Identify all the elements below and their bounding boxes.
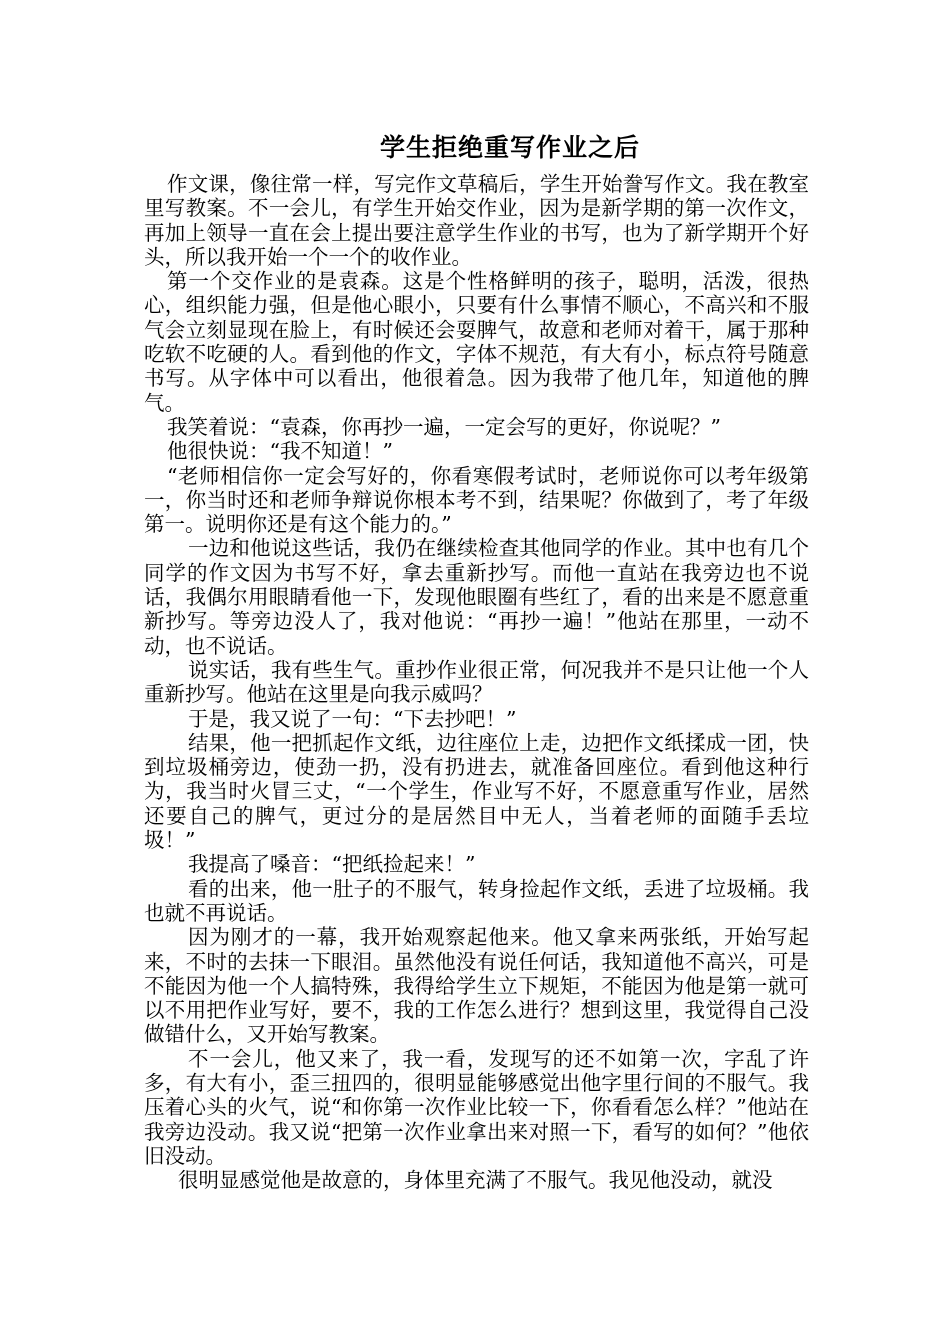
paragraph-4: 他很快说：“我不知道！” — [167, 439, 393, 464]
paragraph-9: 结果，他一把抓起作文纸，边往座位上走，边把作文纸揉成一团，快到垃圾桶旁边，使劲一扔，没有扔进去，就准备回座位。看到他这种行为，我当时火冒三丈，“一个学生，作业写不好，不愿意重写作业，居然还要自己的脾气，更过分的是居然目中无人，当着老师的面随手丢垃圾！” — [144, 730, 809, 853]
document-body — [144, 172, 809, 1192]
paragraph-12: 因为刚才的一幕，我开始观察起他来。他又拿来两张纸，开始写起来，不时的去抹一下眼泪。虽然他没有说任何话，我知道他不高兴，可是不能因为他一个人搞特殊，我得给学生立下规矩，不能因为他是第一就可以不用把作业写好，要不，我的工作怎么进行？想到这里，我觉得自己没做错什么，又开始写教案。 — [144, 925, 809, 1047]
paragraph-2: 第一个交作业的是袁森。这是个性格鲜明的孩子，聪明，活泼，很热心，组织能力强，但是他心眼小，只要有什么事情不顺心，不高兴和不服气会立刻显现在脸上，有时候还会耍脾气，故意和老师对着干，属于那种吃软不吃硬的人。看到他的作文，字体不规范，有大有小，标点符号随意书写。从字体中可以看出，他很着急。因为我带了他几年，知道他的脾气。 — [144, 269, 809, 415]
paragraph-3: 我笑着说：“袁森，你再抄一遍，一定会写的更好，你说呢？” — [167, 414, 721, 439]
paragraph-10: 我提高了嗓音：“把纸捡起来！” — [188, 852, 476, 877]
paragraph-6: 一边和他说这些话，我仍在继续检查其他同学的作业。其中也有几个同学的作文因为书写不好，拿去重新抄写。而他一直站在我旁边也不说话，我偶尔用眼睛看他一下，发现他眼圈有些红了，看的出来是不愿意重新抄写。等旁边没人了，我对他说：“再抄一遍！”他站在那里，一动不动，也不说话。 — [144, 536, 809, 658]
paragraph-5: “老师相信你一定会写好的，你看寒假考试时，老师说你可以考年级第一，你当时还和老师争辩说你根本考不到，结果呢？你做到了，考了年级第一。说明你还是有这个能力的。” — [144, 463, 809, 537]
document-title: 学生拒绝重写作业之后 — [379, 133, 640, 162]
paragraph-13: 不一会儿，他又来了，我一看，发现写的还不如第一次，字乱了许多，有大有小，歪三扭四的，很明显能够感觉出他字里行间的不服气。我压着心头的火气，说“和你第一次作业比较一下，你看看怎么样？”他站在我旁边没动。我又说“把第一次作业拿出来对照一下，看写的如何？”他依旧没动。 — [144, 1046, 809, 1168]
paragraph-1: 作文课，像往常一样，写完作文草稿后，学生开始誊写作文。我在教室里写教案。不一会儿，有学生开始交作业，因为是新学期的第一次作文，再加上领导一直在会上提出要注意学生作业的书写，也为了新学期开个好头，所以我开始一个一个的收作业。 — [144, 172, 809, 269]
paragraph-8: 于是，我又说了一句：“下去抄吧！” — [188, 706, 517, 731]
paragraph-11: 看的出来，他一肚子的不服气，转身捡起作文纸，丢进了垃圾桶。我也就不再说话。 — [144, 876, 809, 925]
paragraph-7: 说实话，我有些生气。重抄作业很正常，何况我并不是只让他一个人重新抄写。他站在这里是向我示威吗？ — [144, 657, 809, 707]
paragraph-14: 很明显感觉他是故意的，身体里充满了不服气。我见他没动，就没 — [178, 1168, 773, 1193]
